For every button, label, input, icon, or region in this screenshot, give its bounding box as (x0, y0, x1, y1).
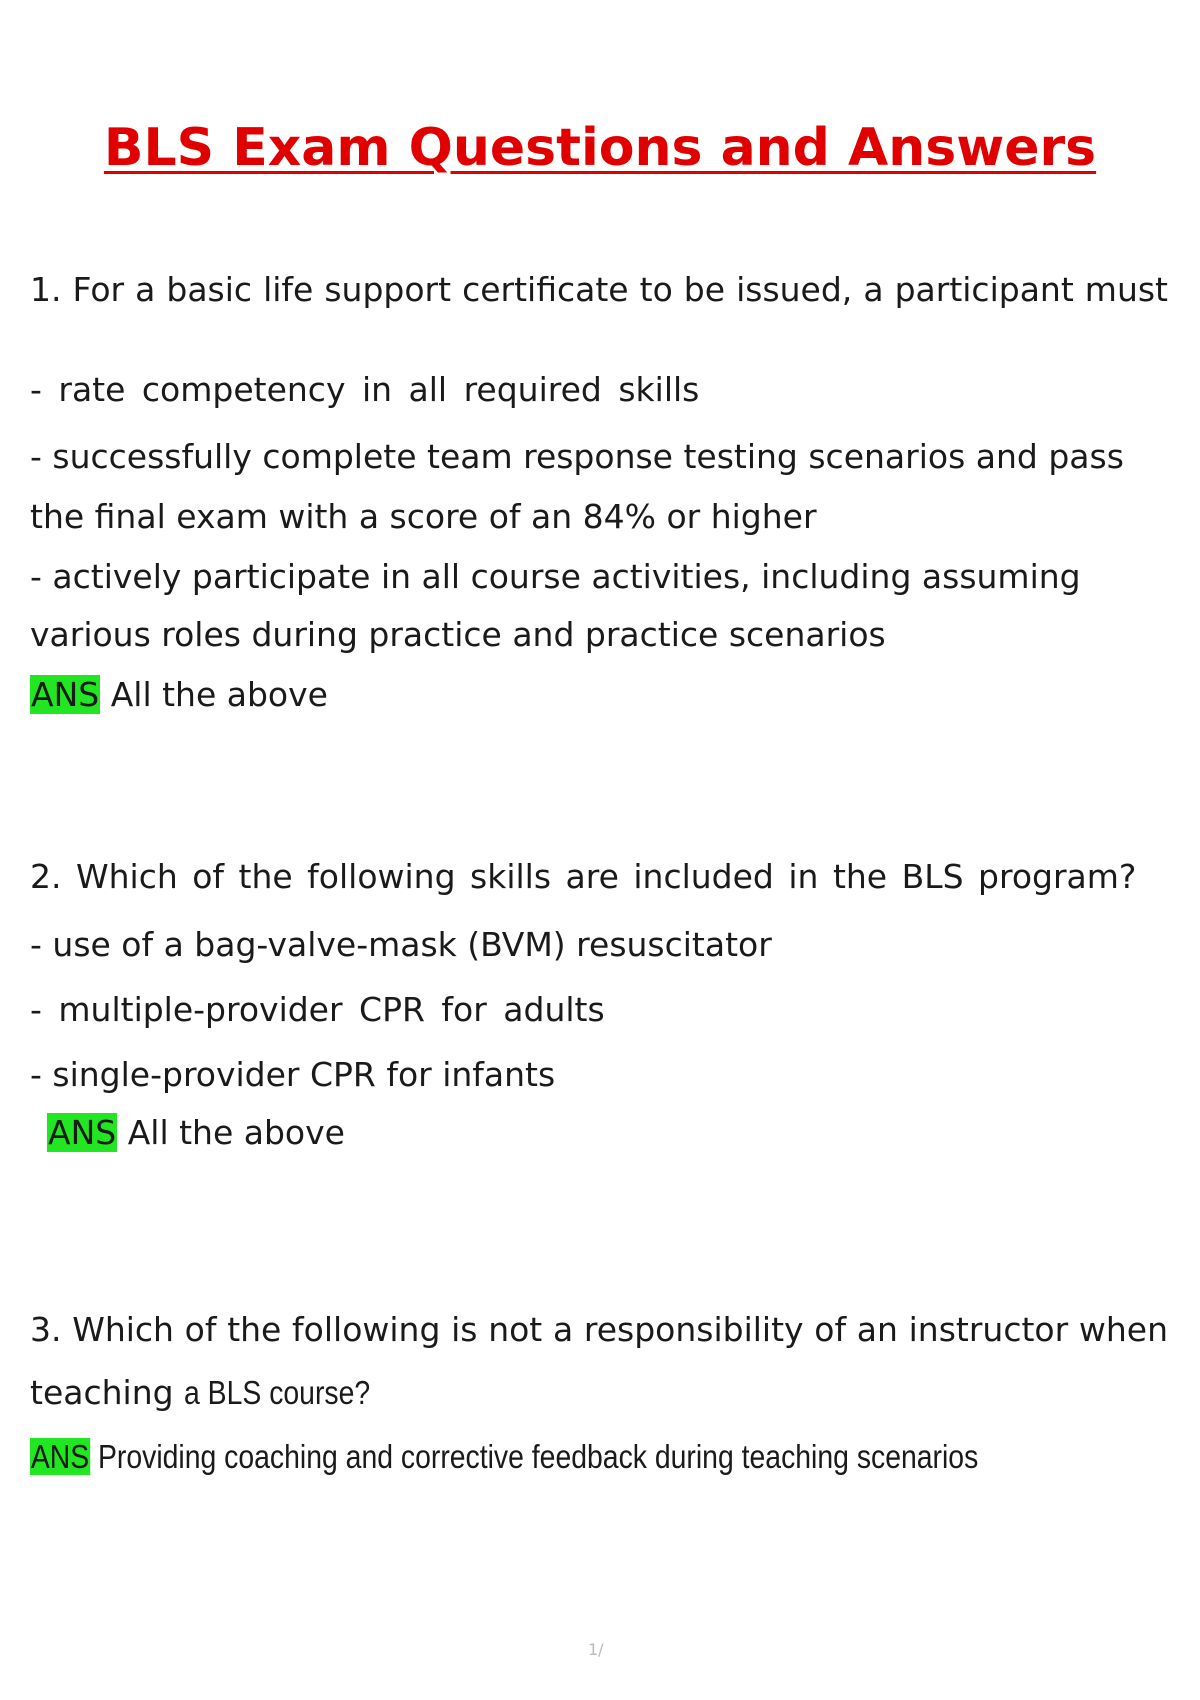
question-3-text: 3. Which of the following is not a responsibility of an instructor when (30, 1310, 1168, 1349)
answer-tag: ANS (48, 1113, 117, 1152)
answer-tag: ANS (31, 675, 100, 714)
document-title: BLS Exam Questions and Answers (103, 118, 1097, 178)
question-1-answer (30, 675, 328, 715)
page-number: 1/ (588, 1640, 604, 1659)
question-2-text: 2. Which of the following skills are included in the BLS program? (30, 857, 1137, 896)
answer-text: All the above (127, 1113, 345, 1152)
question-3-answer (30, 1437, 1133, 1477)
question-3-course: a BLS course? (184, 1374, 371, 1411)
question-3-answer-inner (30, 1437, 978, 1477)
question-3-text-cont (30, 1373, 401, 1413)
question-1-option-3-cont: various roles during practice and practice scenarios (30, 615, 886, 654)
answer-text: All the above (110, 675, 328, 714)
answer-text: Providing coaching and corrective feedback during teaching scenarios (97, 1438, 979, 1475)
question-1-option-2-cont: the final exam with a score of an 84% or higher (30, 497, 817, 536)
question-3-word: teaching (30, 1373, 174, 1412)
answer-tag: ANS (30, 1438, 90, 1475)
question-2-option-3: - single-provider CPR for infants (30, 1055, 556, 1094)
question-1-option-3: - actively participate in all course activities, including assuming (30, 557, 1081, 596)
question-2-option-1: - use of a bag-valve-mask (BVM) resuscitator (30, 925, 772, 964)
question-1-text: 1. For a basic life support certificate to be issued, a participant must (30, 270, 1168, 309)
question-2-option-2: - multiple-provider CPR for adults (30, 990, 605, 1029)
question-2-answer (47, 1113, 345, 1153)
question-1-option-1: - rate competency in all required skills (30, 370, 700, 409)
question-1-option-2: - successfully complete team response testing scenarios and pass (30, 437, 1124, 476)
